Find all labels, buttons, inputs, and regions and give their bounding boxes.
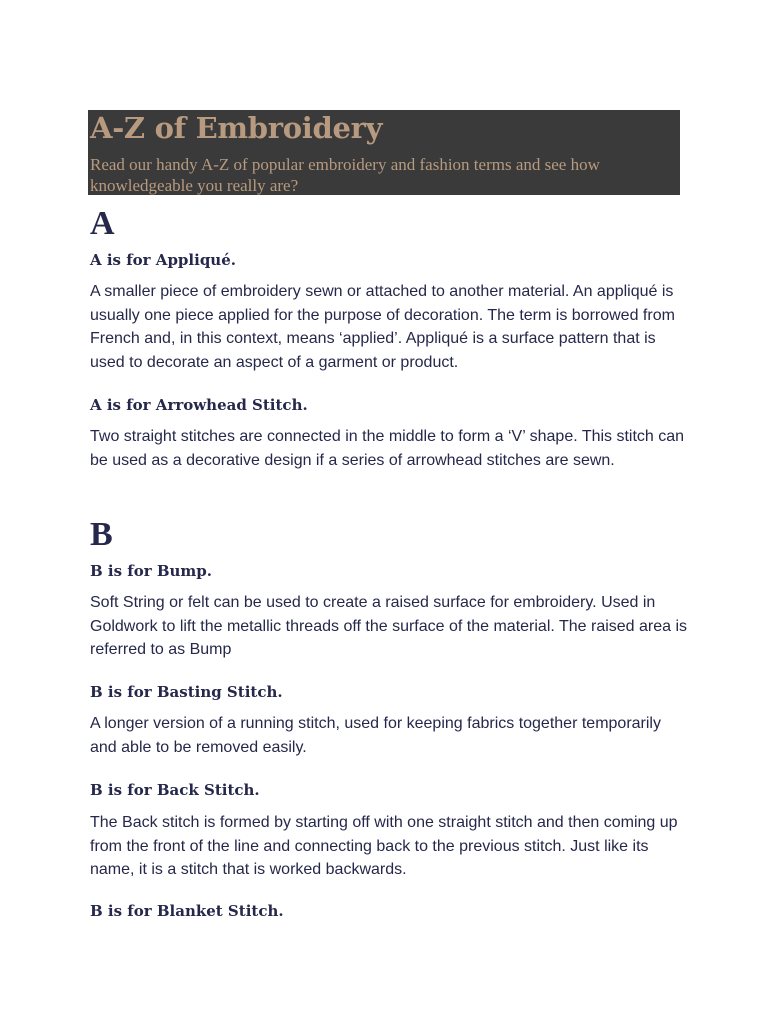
- entry-title-basting-stitch: B is for Basting Stitch.: [90, 683, 283, 701]
- header-banner: [88, 110, 680, 195]
- entry-body-basting-stitch: A longer version of a running stitch, used for keeping fabrics together temporarily and able to be removed easily.: [90, 715, 661, 756]
- page-title: A-Z of Embroidery: [90, 111, 383, 145]
- entry-body-bump: Soft String or felt can be used to create a raised surface for embroidery. Used in Goldwork to lift the metallic threads off the surface of the material. The raised area is referred to as Bump: [90, 594, 688, 658]
- entry-title-bump: B is for Bump.: [90, 562, 213, 580]
- entry-body-applique: A smaller piece of embroidery sewn or attached to another material. An appliqué is usually one piece applied for the purpose of decoration. The term is borrowed from French and, in this context, means ‘applied’. Appliqué is a surface pattern that is used to decorate an aspect of a garment or product.: [90, 283, 675, 371]
- entry-title-back-stitch: B is for Back Stitch.: [90, 781, 260, 799]
- page-subtitle: Read our handy A-Z of popular embroidery and fashion terms and see how knowledgeable you really are?: [90, 155, 600, 195]
- entry-title-blanket-stitch: B is for Blanket Stitch.: [90, 902, 284, 920]
- entry-body-arrowhead-stitch: Two straight stitches are connected in the middle to form a ‘V’ shape. This stitch can be used as a decorative design if a series of arrowhead stitches are sewn.: [90, 428, 685, 469]
- section-letter-b: B: [90, 516, 113, 553]
- entry-body-back-stitch: The Back stitch is formed by starting off with one straight stitch and then coming up from the front of the line and connecting back to the previous stitch. Just like its name, it is a stitch that is worked backwards.: [90, 814, 678, 878]
- entry-title-applique: A is for Appliqué.: [90, 251, 236, 269]
- entry-title-arrowhead-stitch: A is for Arrowhead Stitch.: [90, 396, 308, 414]
- section-letter-a: A: [90, 205, 115, 242]
